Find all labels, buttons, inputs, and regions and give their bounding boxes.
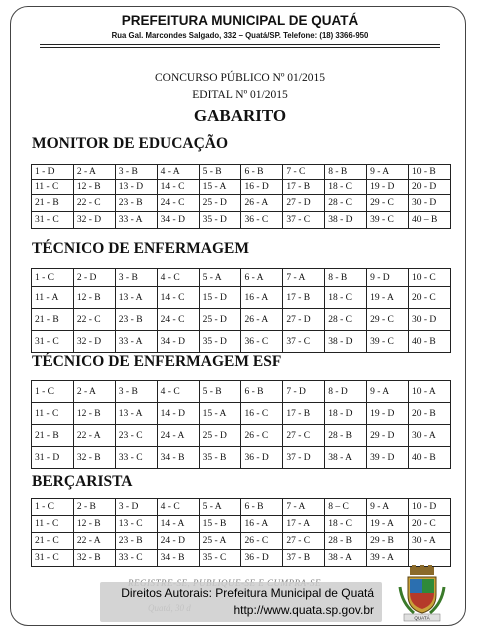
answer-cell: 24 - D — [157, 533, 199, 550]
answer-cell: 20 - D — [409, 180, 451, 195]
answer-cell: 12 - B — [73, 403, 115, 425]
answer-cell: 11 - C — [32, 403, 74, 425]
answer-cell: 21 - C — [32, 533, 74, 550]
answer-cell: 31 - C — [32, 212, 74, 229]
answer-cell: 27 - D — [283, 309, 325, 331]
edital-title: EDITAL Nº 01/2015 — [192, 89, 288, 101]
answer-cell: 18 - C — [325, 287, 367, 309]
answer-cell: 27 - D — [283, 195, 325, 212]
answer-cell: 20 - C — [409, 516, 451, 533]
section-title-tecnico-esf: TÉCNICO DE ENFERMAGEM ESF — [32, 353, 282, 370]
table-row — [32, 499, 451, 516]
answer-cell: 20 - B — [409, 403, 451, 425]
answer-cell: 12 - B — [73, 516, 115, 533]
answer-cell: 16 - C — [241, 403, 283, 425]
answer-cell: 3 - B — [115, 269, 157, 287]
answer-cell: 35 - D — [199, 212, 241, 229]
answer-cell: 12 - B — [73, 287, 115, 309]
table-row — [32, 516, 451, 533]
table-row — [32, 195, 451, 212]
answer-cell: 30 - D — [409, 195, 451, 212]
answer-cell: 10 - C — [409, 269, 451, 287]
answer-cell: 9 - A — [367, 499, 409, 516]
section-title-bercarista: BERÇARISTA — [32, 473, 133, 490]
answer-cell: 12 - B — [73, 180, 115, 195]
table-row — [32, 403, 451, 425]
answer-cell: 24 - A — [157, 425, 199, 447]
answer-cell: 7 - A — [283, 269, 325, 287]
answer-cell: 23 - B — [115, 195, 157, 212]
answer-cell: 38 - A — [325, 550, 367, 567]
answer-cell: 27 - C — [283, 533, 325, 550]
answer-cell: 26 - A — [241, 195, 283, 212]
answer-cell: 8 - B — [325, 165, 367, 180]
answer-cell: 25 - D — [199, 195, 241, 212]
answer-cell: 33 - C — [115, 550, 157, 567]
table-row — [32, 165, 451, 180]
concurso-title: CONCURSO PÚBLICO Nº 01/2015 — [154, 72, 326, 84]
answer-cell: 34 - D — [157, 331, 199, 353]
answer-cell: 11 - C — [32, 516, 74, 533]
answer-cell: 1 - C — [32, 499, 74, 516]
answer-cell: 22 - A — [73, 533, 115, 550]
answer-cell: 19 - A — [367, 516, 409, 533]
answer-cell: 19 - A — [367, 287, 409, 309]
answer-cell: 13 - A — [115, 287, 157, 309]
answer-table-monitor — [31, 164, 451, 229]
watermark-line1: Direitos Autorais: Prefeitura Municipal de Quatá — [121, 586, 374, 600]
answer-cell: 17 - A — [283, 516, 325, 533]
table-row — [32, 309, 451, 331]
answer-cell: 9 - A — [367, 381, 409, 403]
answer-cell: 6 - B — [241, 381, 283, 403]
header-title: PREFEITURA MUNICIPAL DE QUATÁ — [121, 13, 359, 28]
answer-cell: 8 - B — [325, 269, 367, 287]
answer-cell: 10 - A — [409, 381, 451, 403]
answer-cell: 17 - B — [283, 403, 325, 425]
answer-cell: 11 - A — [32, 287, 74, 309]
answer-cell: 1 - C — [32, 269, 74, 287]
answer-cell: 33 - A — [115, 212, 157, 229]
answer-cell: 32 - D — [73, 212, 115, 229]
table-row — [32, 381, 451, 403]
answer-cell: 26 - C — [241, 425, 283, 447]
answer-cell: 18 - C — [325, 180, 367, 195]
answer-cell: 35 - C — [199, 550, 241, 567]
answer-cell: 5 - A — [199, 269, 241, 287]
answer-cell: 8 – C — [325, 499, 367, 516]
watermark-url[interactable]: http://www.quata.sp.gov.br — [233, 603, 374, 617]
answer-cell: 5 - B — [199, 381, 241, 403]
answer-cell: 20 - C — [409, 287, 451, 309]
section-title-tecnico: TÉCNICO DE ENFERMAGEM — [32, 240, 250, 257]
answer-cell: 7 - D — [283, 381, 325, 403]
table-row — [32, 550, 451, 567]
answer-cell: 9 - A — [367, 165, 409, 180]
answer-cell: 30 - A — [409, 425, 451, 447]
answer-cell: 29 - C — [367, 195, 409, 212]
answer-cell: 36 - C — [241, 331, 283, 353]
answer-cell: 29 - B — [367, 533, 409, 550]
answer-cell: 1 - D — [32, 165, 74, 180]
answer-cell: 18 - D — [325, 403, 367, 425]
answer-cell: 4 - C — [157, 269, 199, 287]
answer-cell: 39 - A — [367, 550, 409, 567]
table-row — [32, 331, 451, 353]
answer-cell: 39 - C — [367, 212, 409, 229]
answer-cell: 28 - C — [325, 195, 367, 212]
answer-cell: 30 - A — [409, 533, 451, 550]
answer-cell: 3 - B — [115, 381, 157, 403]
section-title-monitor: MONITOR DE EDUCAÇÃO — [32, 135, 229, 152]
answer-cell: 5 - A — [199, 499, 241, 516]
answer-table-tecnico — [31, 268, 451, 353]
answer-cell: 23 - B — [115, 533, 157, 550]
answer-cell: 16 - D — [241, 180, 283, 195]
table-row — [32, 447, 451, 469]
answer-cell: 14 - C — [157, 180, 199, 195]
answer-cell: 26 - C — [241, 533, 283, 550]
answer-cell: 34 - D — [157, 212, 199, 229]
answer-cell: 37 - C — [283, 212, 325, 229]
table-row — [32, 533, 451, 550]
answer-cell: 40 – B — [409, 212, 451, 229]
answer-cell: 6 - A — [241, 269, 283, 287]
answer-cell: 7 - A — [283, 499, 325, 516]
answer-cell: 25 - D — [199, 425, 241, 447]
answer-cell: 31 - D — [32, 447, 74, 469]
answer-cell: 14 - D — [157, 403, 199, 425]
answer-cell: 29 - C — [367, 309, 409, 331]
answer-cell: 28 - B — [325, 533, 367, 550]
answer-cell: 38 - D — [325, 212, 367, 229]
answer-cell: 34 - B — [157, 447, 199, 469]
answer-cell: 34 - B — [157, 550, 199, 567]
header-divider — [40, 44, 440, 48]
answer-cell — [409, 550, 451, 567]
answer-table-tecnico-esf — [31, 380, 451, 469]
answer-cell: 40 - B — [409, 447, 451, 469]
answer-cell: 3 - D — [115, 499, 157, 516]
answer-cell: 15 - A — [199, 180, 241, 195]
table-row — [32, 269, 451, 287]
answer-cell: 15 - A — [199, 403, 241, 425]
municipal-crest-icon — [396, 565, 448, 625]
answer-cell: 24 - C — [157, 195, 199, 212]
answer-cell: 17 - B — [283, 287, 325, 309]
answer-cell: 2 - A — [73, 165, 115, 180]
answer-cell: 39 - D — [367, 447, 409, 469]
answer-cell: 2 - B — [73, 499, 115, 516]
answer-cell: 36 - D — [241, 550, 283, 567]
answer-cell: 2 - D — [73, 269, 115, 287]
answer-cell: 13 - C — [115, 516, 157, 533]
table-row — [32, 212, 451, 229]
table-row — [32, 287, 451, 309]
gabarito-title: GABARITO — [193, 106, 287, 125]
answer-cell: 32 - B — [73, 447, 115, 469]
answer-cell: 19 - D — [367, 180, 409, 195]
answer-cell: 26 - A — [241, 309, 283, 331]
answer-cell: 4 - A — [157, 165, 199, 180]
answer-cell: 13 - A — [115, 403, 157, 425]
answer-cell: 5 - B — [199, 165, 241, 180]
answer-cell: 38 - A — [325, 447, 367, 469]
answer-cell: 38 - D — [325, 331, 367, 353]
answer-cell: 10 - D — [409, 499, 451, 516]
answer-cell: 31 - C — [32, 550, 74, 567]
answer-cell: 36 - D — [241, 447, 283, 469]
answer-cell: 25 - A — [199, 533, 241, 550]
answer-table-bercarista — [31, 498, 451, 567]
answer-cell: 36 - C — [241, 212, 283, 229]
answer-cell: 23 - B — [115, 309, 157, 331]
answer-cell: 4 - C — [157, 381, 199, 403]
answer-cell: 21 - B — [32, 309, 74, 331]
answer-cell: 28 - B — [325, 425, 367, 447]
answer-cell: 24 - C — [157, 309, 199, 331]
answer-cell: 28 - C — [325, 309, 367, 331]
answer-cell: 33 - A — [115, 331, 157, 353]
answer-cell: 8 - D — [325, 381, 367, 403]
answer-cell: 6 - B — [241, 165, 283, 180]
answer-cell: 15 - D — [199, 287, 241, 309]
answer-cell: 10 - B — [409, 165, 451, 180]
answer-cell: 3 - B — [115, 165, 157, 180]
answer-cell: 35 - D — [199, 331, 241, 353]
answer-cell: 32 - B — [73, 550, 115, 567]
answer-cell: 6 - B — [241, 499, 283, 516]
answer-cell: 29 - D — [367, 425, 409, 447]
answer-cell: 27 - C — [283, 425, 325, 447]
answer-cell: 19 - D — [367, 403, 409, 425]
answer-cell: 7 - C — [283, 165, 325, 180]
answer-cell: 14 - A — [157, 516, 199, 533]
answer-cell: 39 - C — [367, 331, 409, 353]
answer-cell: 21 - B — [32, 425, 74, 447]
answer-cell: 31 - C — [32, 331, 74, 353]
answer-cell: 25 - D — [199, 309, 241, 331]
answer-cell: 22 - C — [73, 309, 115, 331]
answer-cell: 16 - A — [241, 287, 283, 309]
answer-cell: 11 - C — [32, 180, 74, 195]
header-address: Rua Gal. Marcondes Salgado, 332 – Quatá/SP. Telefone: (18) 3366-950 — [111, 31, 369, 40]
answer-cell: 23 - C — [115, 425, 157, 447]
answer-cell: 13 - D — [115, 180, 157, 195]
answer-cell: 35 - B — [199, 447, 241, 469]
table-row — [32, 425, 451, 447]
answer-cell: 1 - C — [32, 381, 74, 403]
answer-cell: 22 - A — [73, 425, 115, 447]
table-row — [32, 180, 451, 195]
answer-cell: 32 - D — [73, 331, 115, 353]
answer-cell: 2 - A — [73, 381, 115, 403]
answer-cell: 4 - C — [157, 499, 199, 516]
answer-cell: 37 - B — [283, 550, 325, 567]
copyright-watermark — [100, 582, 382, 622]
answer-cell: 21 - B — [32, 195, 74, 212]
answer-cell: 17 - B — [283, 180, 325, 195]
answer-cell: 37 - D — [283, 447, 325, 469]
answer-cell: 9 - D — [367, 269, 409, 287]
answer-cell: 33 - C — [115, 447, 157, 469]
answer-cell: 14 - C — [157, 287, 199, 309]
answer-cell: 37 - C — [283, 331, 325, 353]
answer-cell: 15 - B — [199, 516, 241, 533]
answer-cell: 30 - D — [409, 309, 451, 331]
crest-label: QUATÁ — [414, 615, 430, 621]
answer-cell: 18 - C — [325, 516, 367, 533]
answer-cell: 40 - B — [409, 331, 451, 353]
answer-cell: 22 - C — [73, 195, 115, 212]
answer-cell: 16 - A — [241, 516, 283, 533]
